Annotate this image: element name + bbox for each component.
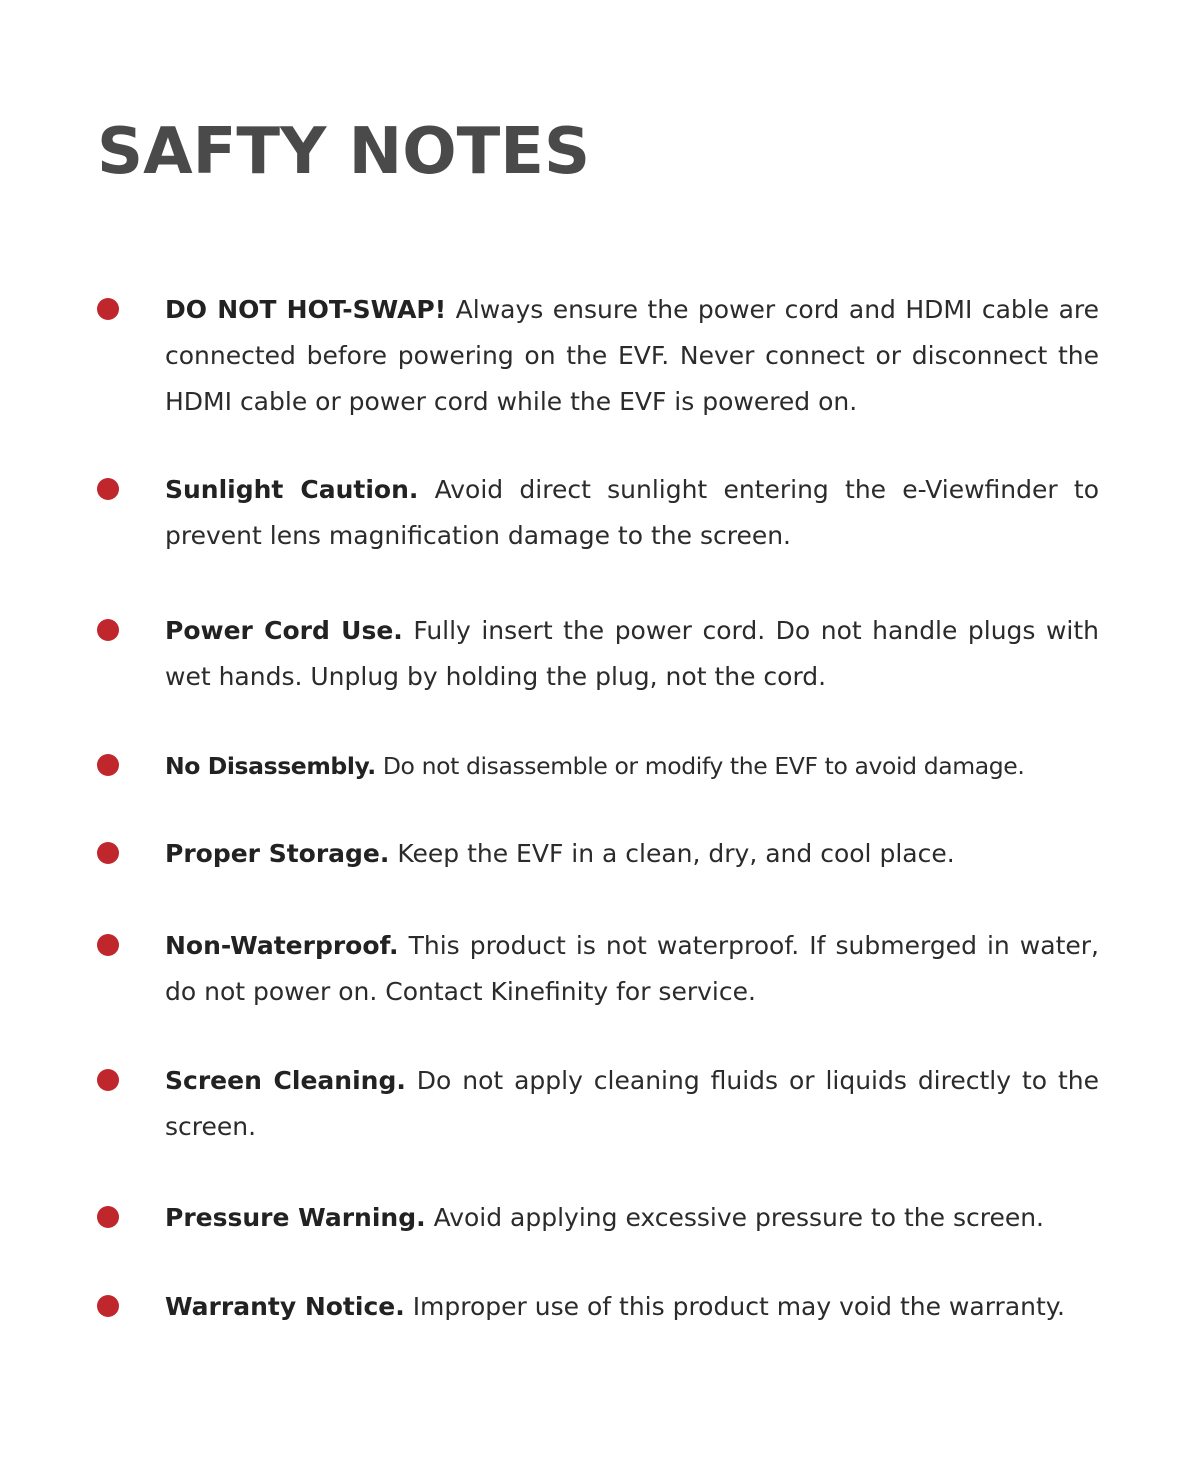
bullet-icon bbox=[97, 754, 119, 776]
note-text bbox=[165, 287, 1099, 425]
note-text bbox=[165, 1195, 1099, 1241]
note-title: Warranty Notice. bbox=[165, 1292, 405, 1321]
note-title: Screen Cleaning. bbox=[165, 1066, 406, 1095]
page-title: SAFTY NOTES bbox=[97, 115, 591, 189]
note-text bbox=[165, 743, 1099, 789]
note-text bbox=[165, 1058, 1099, 1150]
bullet-icon bbox=[97, 1206, 119, 1228]
note-body: Keep the EVF in a clean, dry, and cool place. bbox=[397, 839, 955, 868]
note-body: This product is not waterproof. If submerged in water, do not power on. Contact Kinefinity for service. bbox=[165, 931, 1099, 1006]
bullet-icon bbox=[97, 298, 119, 320]
note-title: Proper Storage. bbox=[165, 839, 390, 868]
note-body: Fully insert the power cord. Do not handle plugs with wet hands. Unplug by holding the plug, not the cord. bbox=[165, 616, 1099, 691]
bullet-icon bbox=[97, 842, 119, 864]
note-title: Pressure Warning. bbox=[165, 1203, 426, 1232]
note-body: Do not apply cleaning fluids or liquids directly to the screen. bbox=[165, 1066, 1099, 1141]
note-title: Power Cord Use. bbox=[165, 616, 403, 645]
bullet-icon bbox=[97, 934, 119, 956]
bullet-icon bbox=[97, 1295, 119, 1317]
note-body: Avoid applying excessive pressure to the screen. bbox=[433, 1203, 1044, 1232]
note-body: Do not disassemble or modify the EVF to avoid damage. bbox=[382, 752, 1025, 780]
note-title: No Disassembly. bbox=[165, 752, 376, 780]
note-text bbox=[165, 1284, 1099, 1330]
note-title: DO NOT HOT-SWAP! bbox=[165, 295, 447, 324]
bullet-icon bbox=[97, 1069, 119, 1091]
note-body: Improper use of this product may void the warranty. bbox=[412, 1292, 1065, 1321]
note-title: Sunlight Caution. bbox=[165, 475, 419, 504]
bullet-icon bbox=[97, 478, 119, 500]
note-title: Non-Waterproof. bbox=[165, 931, 399, 960]
bullet-icon bbox=[97, 619, 119, 641]
note-body: Avoid direct sunlight entering the e-Viewfinder to prevent lens magnification damage to the screen. bbox=[165, 475, 1099, 550]
note-text bbox=[165, 831, 1099, 877]
note-body: Always ensure the power cord and HDMI cable are connected before powering on the EVF. Never connect or disconnect the HDMI cable or power cord while the EVF is powered on. bbox=[165, 295, 1099, 416]
note-text bbox=[165, 467, 1099, 559]
note-text bbox=[165, 923, 1099, 1015]
note-text bbox=[165, 608, 1099, 700]
